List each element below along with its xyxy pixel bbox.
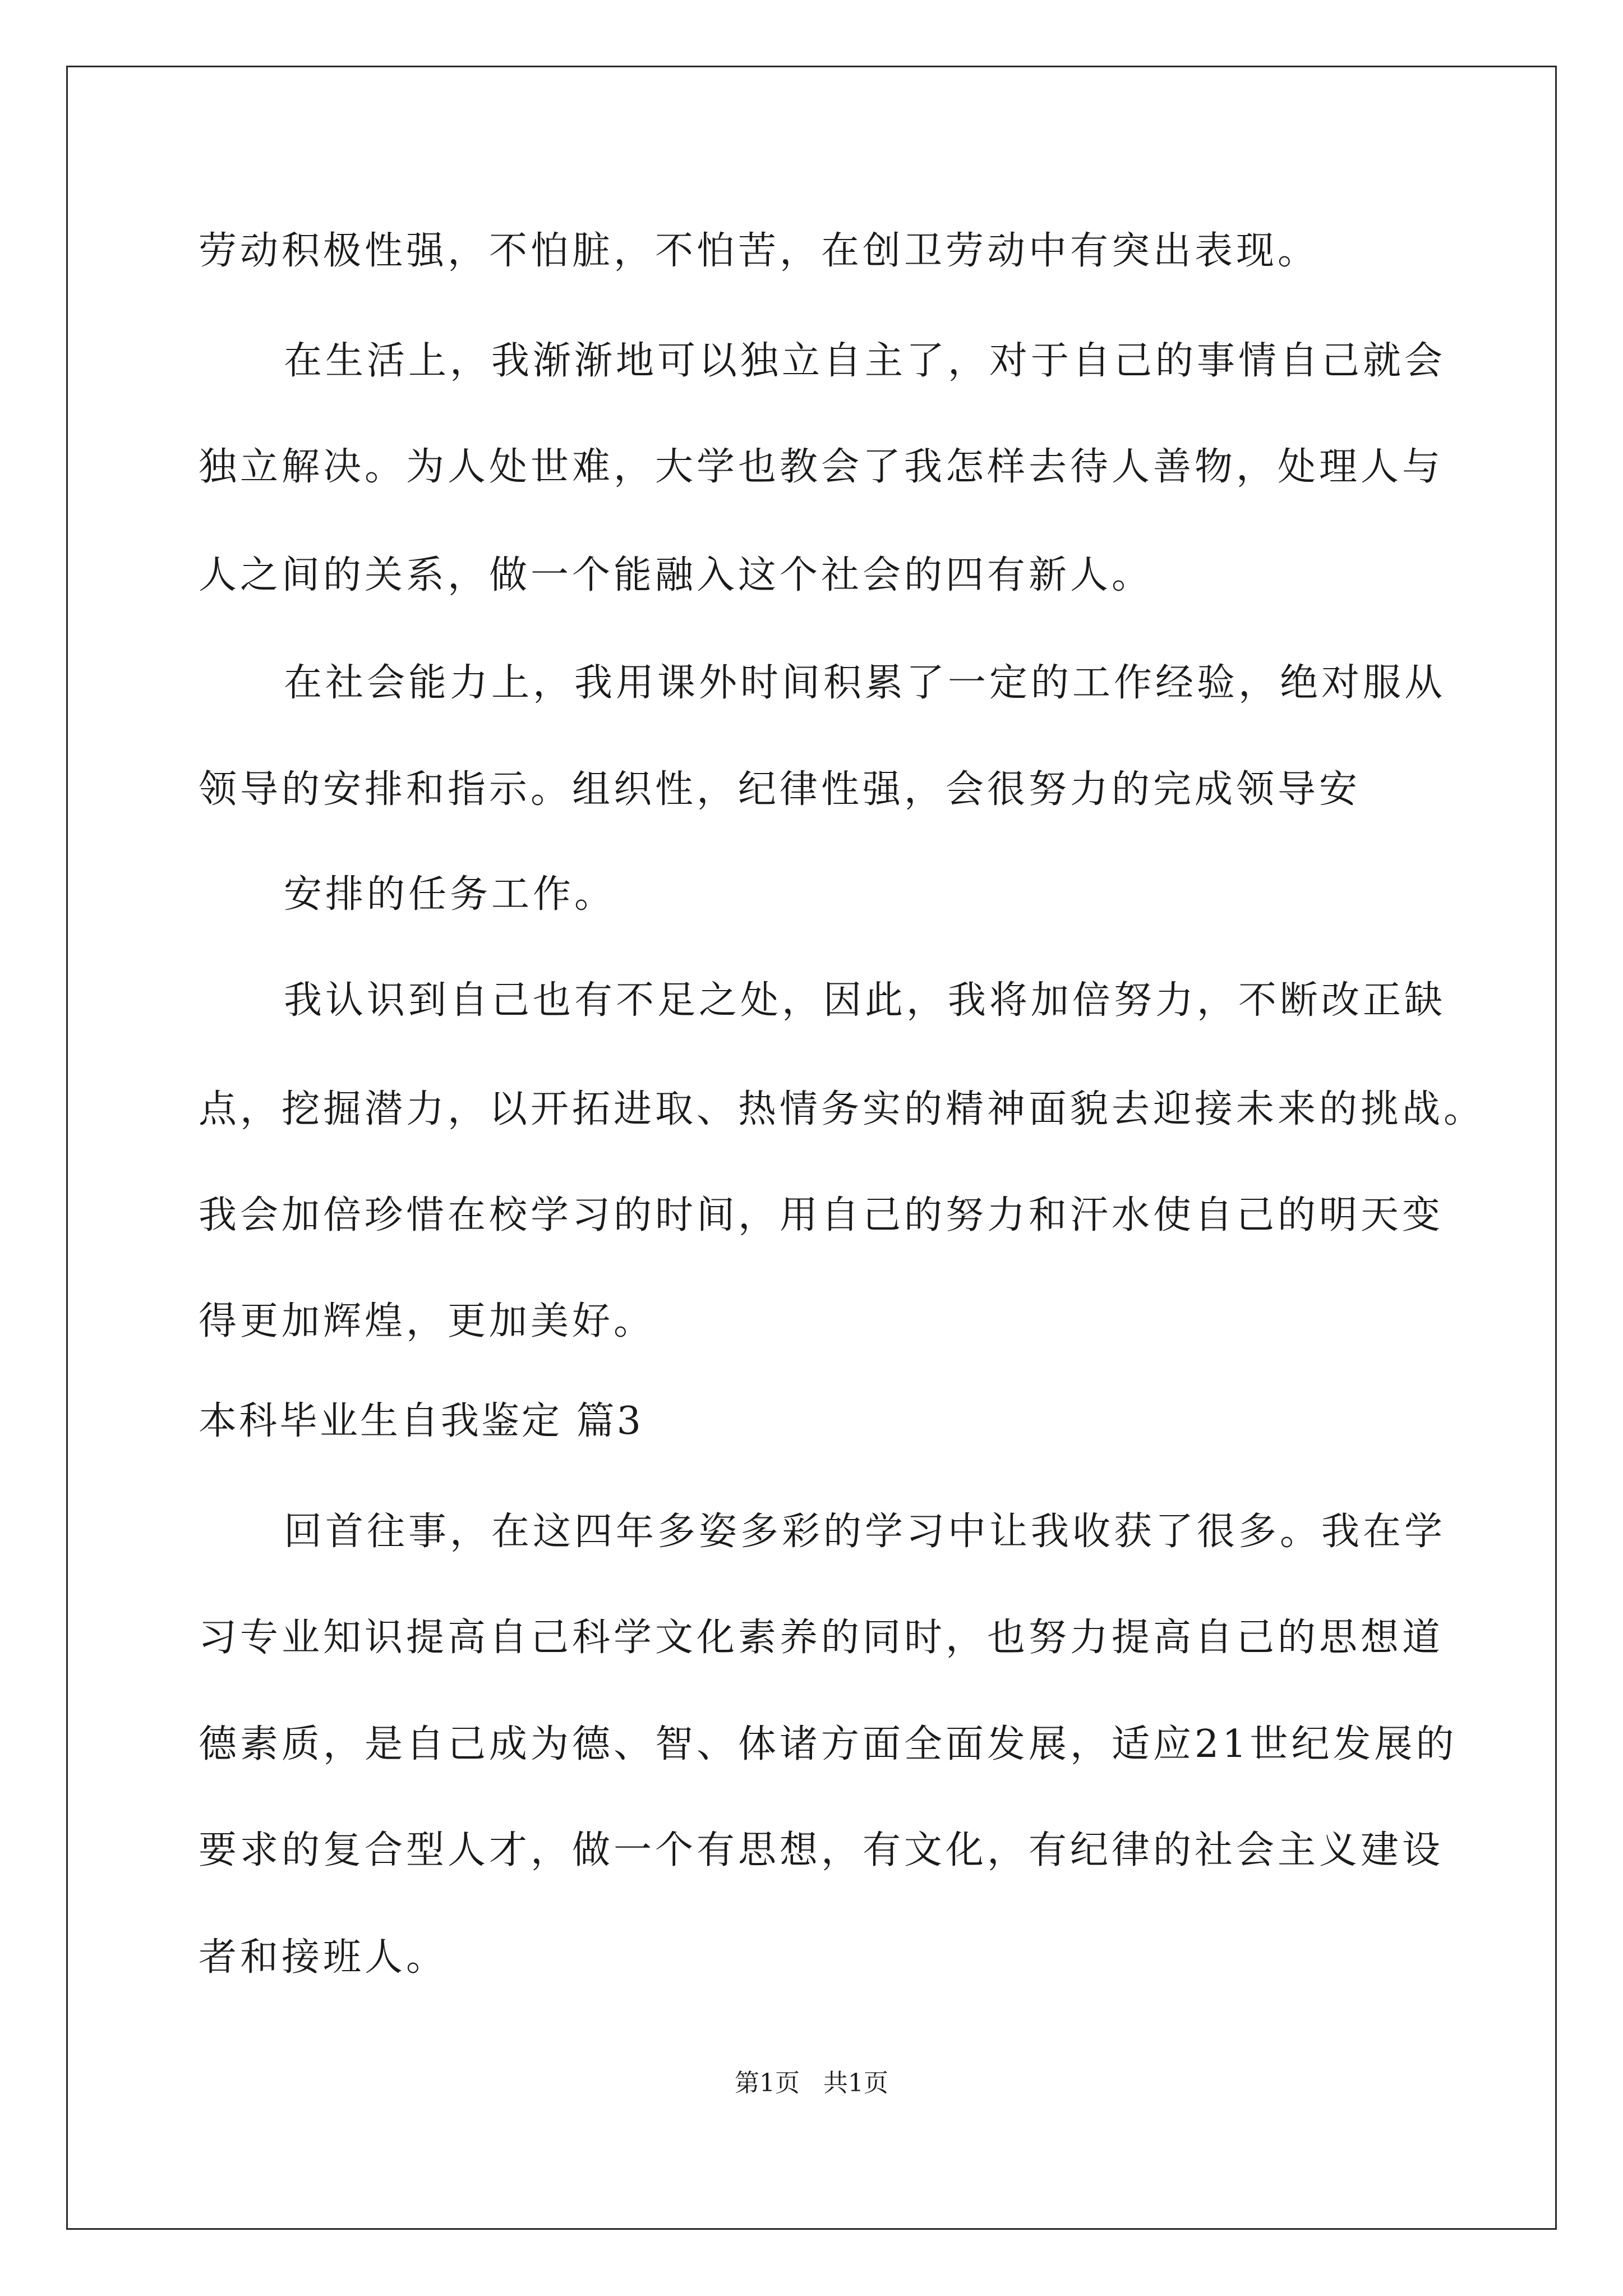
text-line: 点，挖掘潜力，以开拓进取、热情务实的精神面貌去迎接未来的挑战。 bbox=[199, 1087, 1486, 1131]
section-heading: 本科毕业生自我鉴定 篇3 bbox=[199, 1399, 643, 1443]
text-line: 人之间的关系，做一个能融入这个社会的四有新人。 bbox=[199, 553, 1154, 597]
text-line: 安排的任务工作。 bbox=[284, 872, 616, 917]
text-line: 我认识到自己也有不足之处，因此，我将加倍努力，不断改正缺 bbox=[284, 978, 1446, 1023]
text-line: 得更加辉煌，更加美好。 bbox=[199, 1299, 656, 1343]
text-line: 者和接班人。 bbox=[199, 1935, 448, 1980]
text-line: 在生活上，我渐渐地可以独立自主了，对于自己的事情自己就会 bbox=[284, 339, 1446, 383]
text-line: 独立解决。为人处世难，大学也教会了我怎样去待人善物，处理人与 bbox=[199, 445, 1444, 489]
text-line: 我会加倍珍惜在校学习的时间，用自己的努力和汗水使自己的明天变 bbox=[199, 1193, 1444, 1237]
page-border bbox=[66, 66, 1557, 2230]
text-line: 回首往事，在这四年多姿多彩的学习中让我收获了很多。我在学 bbox=[284, 1510, 1446, 1554]
text-line: 习专业知识提高自己科学文化素养的同时，也努力提高自己的思想道 bbox=[199, 1616, 1444, 1660]
page-number-footer: 第1页 共1页 bbox=[735, 2069, 888, 2097]
text-line: 德素质，是自己成为德、智、体诸方面全面发展，适应21世纪发展的 bbox=[199, 1722, 1458, 1766]
text-line: 领导的安排和指示。组织性，纪律性强，会很努力的完成领导安 bbox=[199, 767, 1361, 812]
text-line: 在社会能力上，我用课外时间积累了一定的工作经验，绝对服从 bbox=[284, 661, 1446, 705]
text-line: 劳动积极性强，不怕脏，不怕苦，在创卫劳动中有突出表现。 bbox=[199, 229, 1320, 273]
text-line: 要求的复合型人才，做一个有思想，有文化，有纪律的社会主义建设 bbox=[199, 1828, 1444, 1872]
